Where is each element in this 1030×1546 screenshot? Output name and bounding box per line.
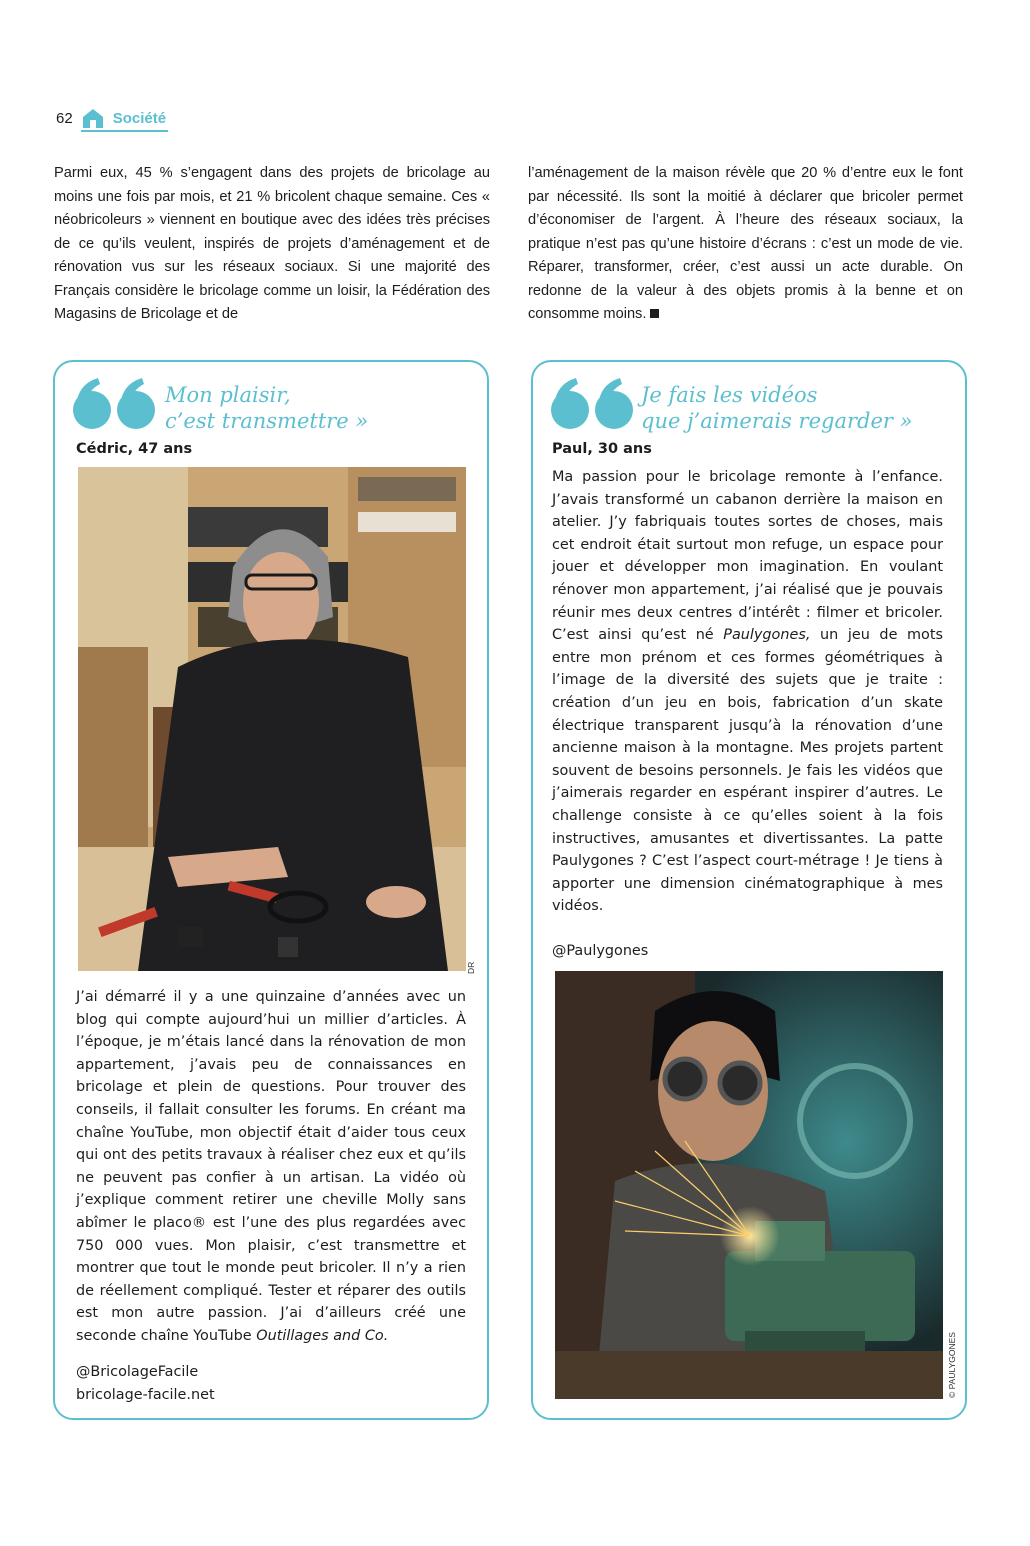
quote-mark-icon: [72, 376, 158, 430]
person-name: Cédric, 47 ans: [76, 441, 193, 457]
photo-paul-illustration: [555, 971, 943, 1399]
photo-cedric-illustration: [78, 467, 466, 971]
page-header: [56, 100, 166, 136]
quote-title-line-2: que j’aimerais regarder »: [641, 409, 913, 433]
testimonial-box-cedric: [53, 360, 489, 1420]
quote-title-line-2: c’est transmettre »: [165, 409, 369, 433]
quote-title: [641, 382, 912, 434]
testimonial-box-paul: [531, 360, 967, 1420]
social-handle[interactable]: @BricolageFacile: [76, 1364, 199, 1380]
quote-title-line-1: Mon plaisir,: [165, 383, 291, 407]
photo-cedric-workshop: [78, 467, 466, 971]
photo-credit: © PAULYGONES: [947, 1332, 957, 1398]
testimonial-text-paul: [552, 466, 943, 918]
testimonial-text-rest: un jeu de mots entre mon prénom et ces formes géométriques à l’image de la diversité des sujets que je traite : création d’un jeu en bois, fabrication d’un skate électrique transparent jusqu’à la rénovation d’une ancienne maison à la montagne. Mes projets partent souvent de besoins personnels. Je fais les vidéos que j’aimerais regarder en espérant inspirer d’autres. Le challenge consiste à ce qu’elles soient à la fois instructives, amusantes et divertissantes. La patte Paulygones ? C’est l’aspect court-métrage ! Je tiens à apporter une dimension cinématographique à mes vidéos.: [552, 627, 943, 915]
website-link[interactable]: bricolage-facile.net: [76, 1387, 215, 1403]
testimonial-text-main: Ma passion pour le bricolage remonte à l’enfance. J’avais transformé un cabanon derrière la maison en atelier. J’y fabriquais toutes sortes de choses, mais cet endroit était surtout mon refuge, un espace pour jouer et développer mon imagination. En voulant rénover mon appartement, j’ai réalisé que je pouvais réunir mes deux centres d’intérêt : filmer et bricoler. C’est ainsi qu’est né: [552, 469, 943, 644]
testimonial-text-italic: Outillages and Co.: [256, 1327, 389, 1344]
quote-title: [165, 382, 368, 434]
quote-title-line-1: Je fais les vidéos: [641, 383, 818, 407]
testimonial-text-cedric: [76, 986, 466, 1348]
end-mark-icon: [650, 309, 659, 318]
photo-paul-workshop: [555, 971, 943, 1399]
section-label: Société: [112, 109, 167, 127]
section-title: [113, 110, 166, 127]
intro-column-2-text: l’aménagement de la maison révèle que 20 % d’entre eux le font par nécessité. Ils sont la moitié à déclarer que bricoler permet d’économiser de l’argent. À l’heure des réseaux sociaux, la pratique n’est pas qu’une histoire d’écrans : c’est un mode de vie. Réparer, transformer, créer, c’est aussi un acte durable. On redonne de la valeur à des objets promis à la benne et on consomme moins.: [528, 165, 963, 322]
testimonial-text-main: J’ai démarré il y a une quinzaine d’années avec un blog qui compte aujourd’hui un millier d’articles. À l’époque, je m’étais lancé dans la rénovation de mon appartement, j’avais peu de connaissances en bricolage et plein de questions. Pour trouver des conseils, il fallait consulter les forums. En créant ma chaîne YouTube, mon objectif était d’aider tous ceux qui ont des petits travaux à réaliser chez eux et qu’ils ne peuvent pas confier à un artisan. La vidéo où j’explique comment retirer une cheville Molly sans abîmer le placo® est l’une des plus regardées avec 750 000 vues. Mon plaisir, c’est transmettre et montrer que tout le monde peut bricoler. Il n’y a rien de réellement compliqué. Tester et réparer des outils est mon autre passion. J’ai d’ailleurs créé une seconde chaîne YouTube: [76, 989, 466, 1344]
intro-column-1: Parmi eux, 45 % s’engagent dans des projets de bricolage au moins une fois par mois, et 21 % bricolent chaque semaine. Ces « néobricoleurs » viennent en boutique avec des idées très précises de ce qu’ils veulent, inspirés de projets d’aménagement et de rénovation vus sur les réseaux sociaux. Si une majorité des Français considère le bricolage comme un loisir, la Fédération des Magasins de Bricolage et de: [54, 165, 490, 322]
page-number: 62: [56, 109, 73, 127]
intro-column-2: [528, 162, 963, 327]
house-icon: [81, 106, 105, 130]
testimonial-text-italic: Paulygones,: [723, 627, 811, 644]
photo-credit: DR: [466, 961, 476, 974]
section-underline: [81, 130, 168, 132]
quote-mark-icon: [550, 376, 636, 430]
social-handle[interactable]: @Paulygones: [552, 943, 649, 959]
person-name: Paul, 30 ans: [552, 441, 652, 457]
